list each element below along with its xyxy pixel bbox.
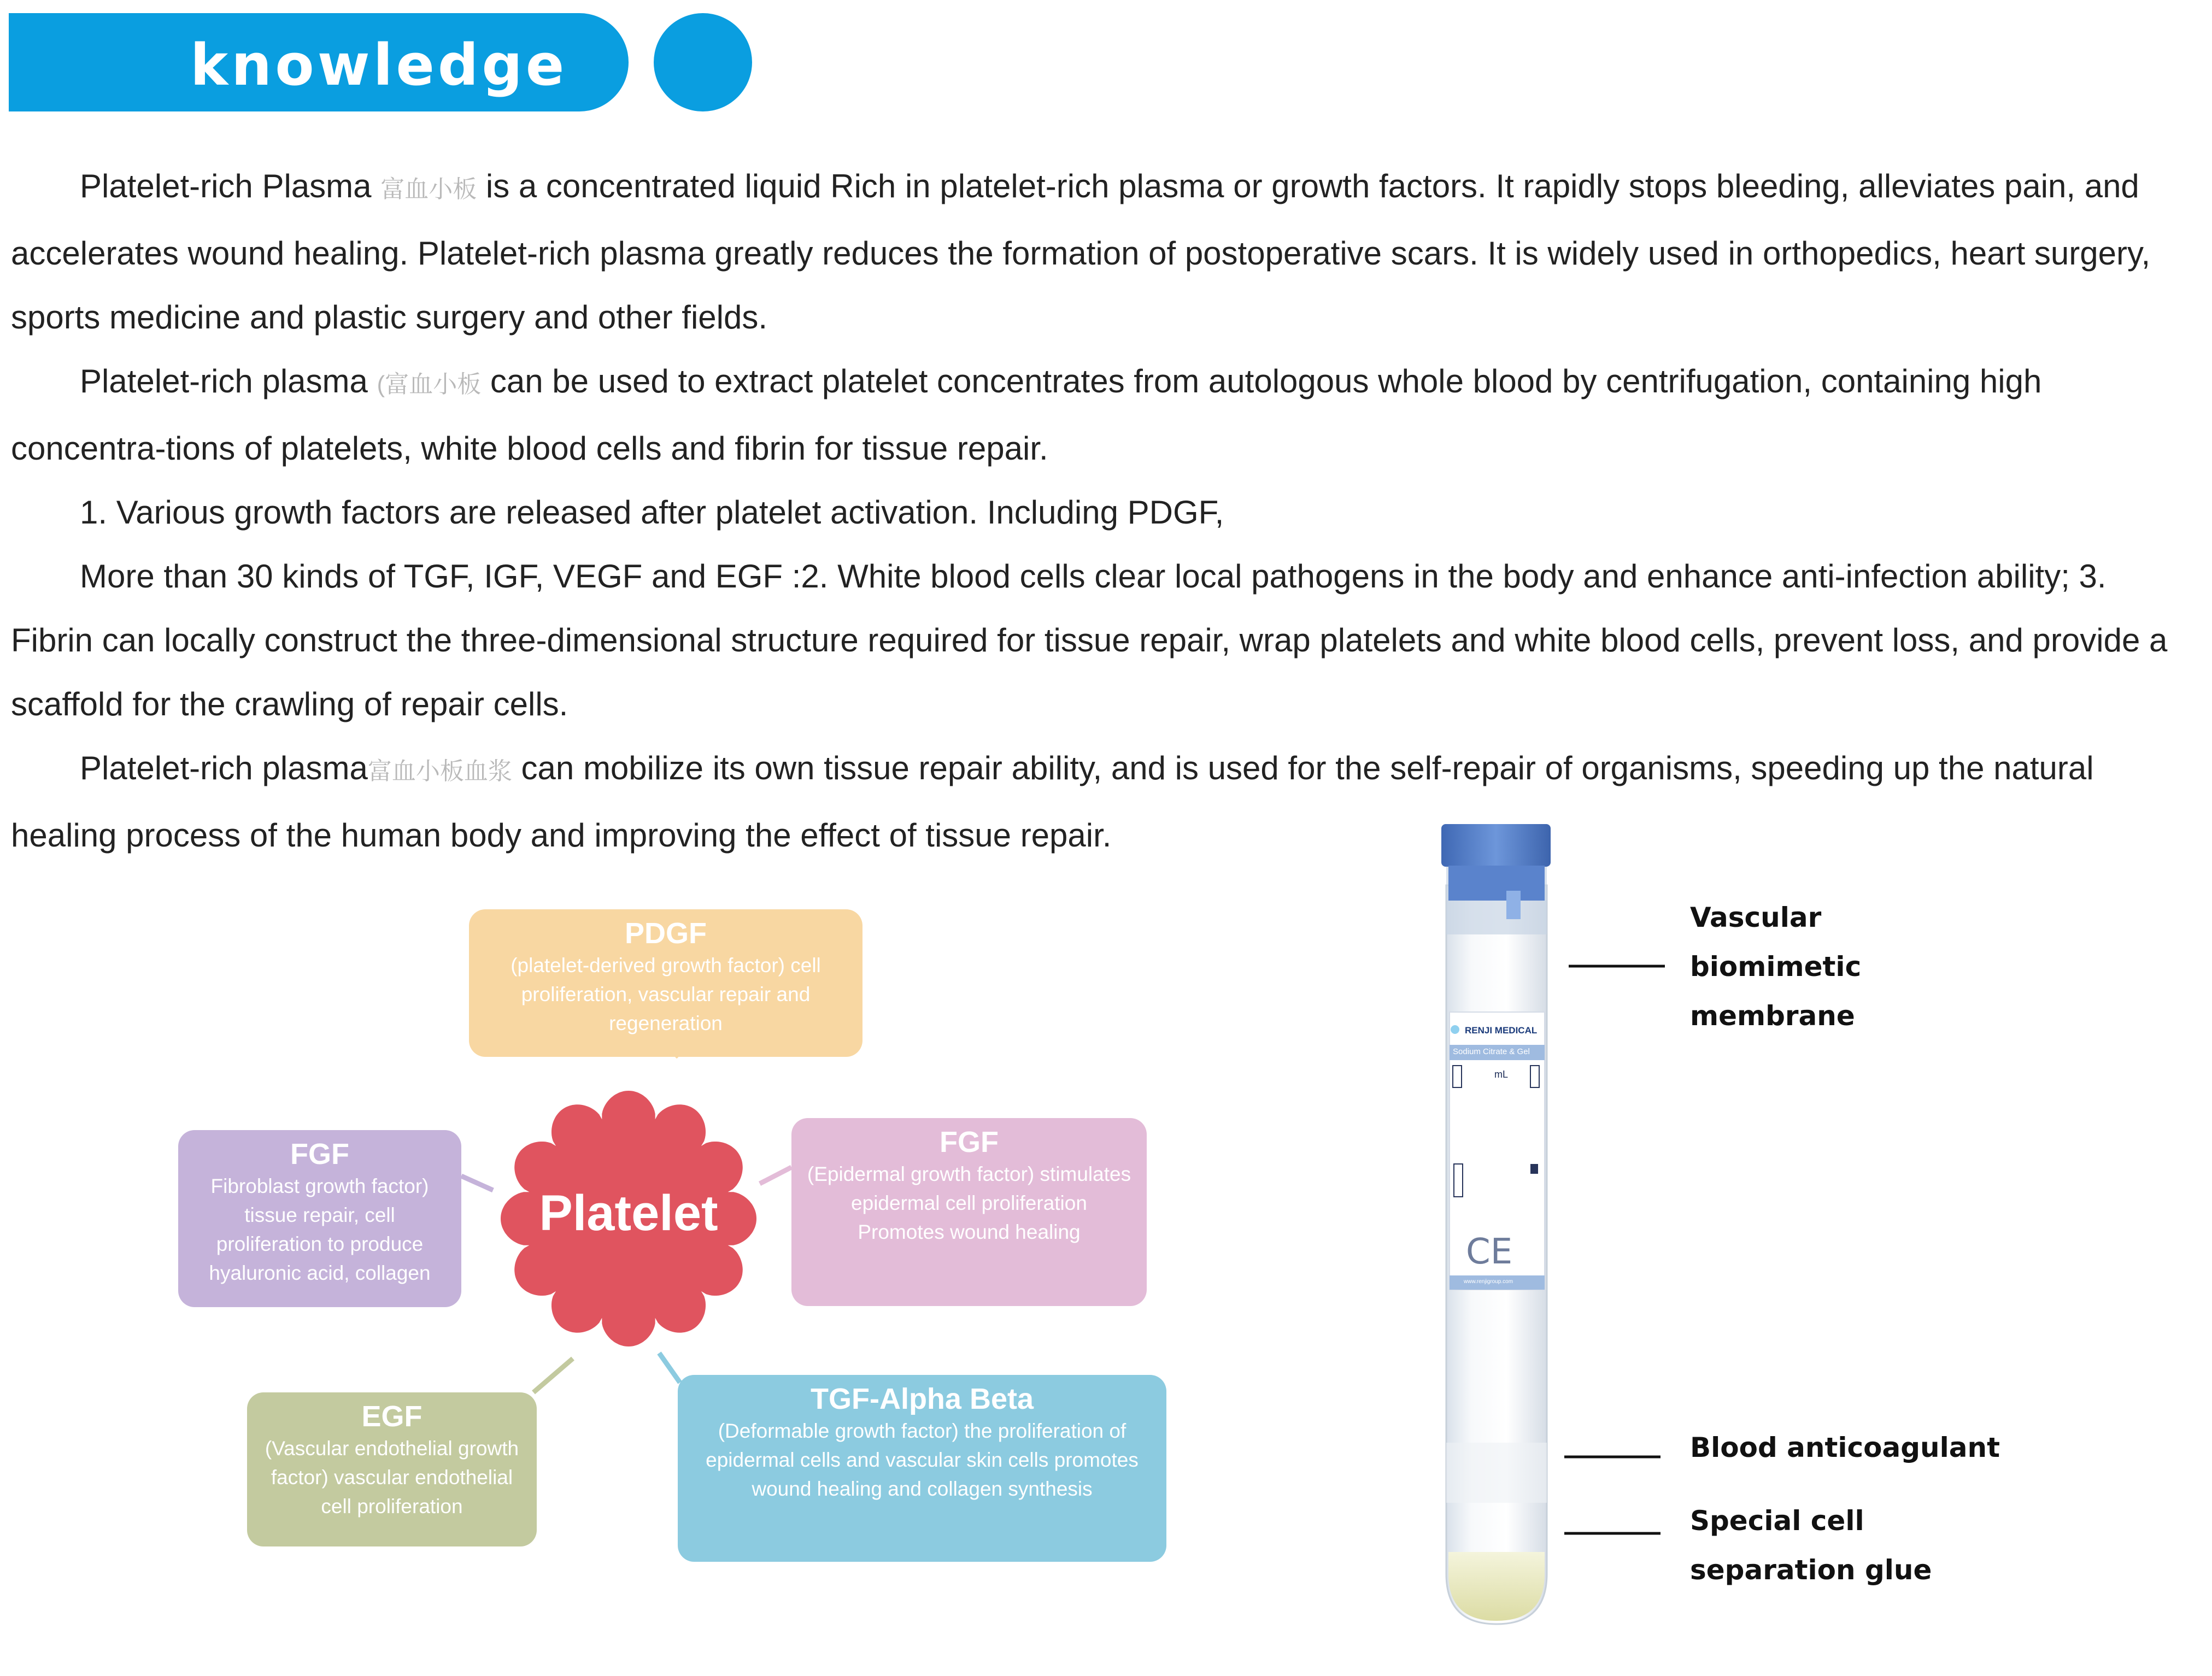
tube-ml-text: mL (1494, 1069, 1509, 1080)
tube-symbol-mark (1530, 1164, 1538, 1174)
egf-description: (Vascular endothelial growth factor) vascular endothelial cell proliferation (265, 1437, 519, 1518)
tgf-description: (Deformable growth factor) the proliferation of epidermal cells and vascular skin cells promotes wound healing and collagen synthesis (706, 1420, 1139, 1500)
callout-glue-line-2: separation glue (1690, 1554, 1932, 1586)
fgf-right-description-2: Promotes wound healing (858, 1221, 1081, 1243)
fgf-left-title: FGF (290, 1138, 349, 1171)
paragraph-2-start: Platelet-rich plasma (80, 363, 377, 399)
tube-brand-icon (1451, 1025, 1459, 1034)
pdgf-title: PDGF (624, 917, 707, 950)
tube-cap-notch (1506, 891, 1521, 919)
callout-membrane (1690, 893, 1861, 1040)
paragraph-1-start: Platelet-rich Plasma (80, 168, 381, 204)
tube-url-text: www.renjigroup.com (1464, 1279, 1513, 1285)
fgf-left-description: Fibroblast growth factor) tissue repair, cell proliferation to produce hyaluronic acid, collagen (209, 1175, 431, 1284)
fgf-right-description: (Epidermal growth factor) stimulates epidermal cell proliferation (807, 1163, 1131, 1214)
callout-glue (1690, 1496, 1932, 1595)
paragraph-2-faded: (富血小板 (377, 371, 482, 398)
callout-membrane-line-3: membrane (1690, 1000, 1855, 1032)
paragraph-5-start: Platelet-rich plasma (80, 750, 368, 786)
paragraph-2-end: can be used to extract platelet concentrates from autologous whole blood by centrifugation, containing high concentra-tions of platelets, white blood cells and fibrin for tissue repair. (11, 363, 2042, 467)
callout-glue-line-1: Special cell (1690, 1505, 1864, 1537)
pdgf-description: (platelet-derived growth factor) cell proliferation, vascular repair and regeneration (511, 954, 821, 1034)
egf-title: EGF (361, 1400, 423, 1433)
tube-ce-mark: CE (1466, 1232, 1513, 1272)
anticoagulant-layer (1446, 1443, 1547, 1503)
callout-membrane-line-2: biomimetic (1690, 951, 1862, 983)
callout-anticoagulant: Blood anticoagulant (1690, 1432, 2000, 1463)
separation-gel-layer (1448, 1552, 1545, 1621)
tube-cap-band (1448, 866, 1545, 901)
paragraph-5-end: can mobilize its own tissue repair ability, and is used for the self-repair of organisms, speeding up the natural healing process of the human body and improving the effect of tissue repair. (11, 750, 2094, 854)
fgf-right-title: FGF (940, 1126, 999, 1159)
paragraph-4: More than 30 kinds of TGF, IGF, VEGF and EGF :2. White blood cells clear local pathogens in the body and enhance anti-infection ability; 3. Fibrin can locally construct the three-dimensional structure required for tissue repair, wrap platelets and white blood cells, prevent loss, and provide a scaffold for the crawling of repair cells. (11, 558, 2168, 722)
paragraph-1-faded: 富血小板 (380, 176, 477, 203)
section-title: knowledge (190, 32, 568, 98)
platelet-label: Platelet (539, 1185, 718, 1241)
paragraph-1-end: is a concentrated liquid Rich in platelet-rich plasma or growth factors. It rapidly stops bleeding, alleviates pain, and accelerates wound healing. Platelet-rich plasma greatly reduces the formation of postoperative scars. It is widely used in orthopedics, heart surgery, sports medicine and plastic surgery and other fields. (11, 168, 2151, 336)
callout-membrane-line-1: Vascular (1690, 902, 1822, 933)
tube-sub-text: Sodium Citrate & Gel (1453, 1047, 1530, 1056)
tube-cap (1441, 824, 1551, 867)
paragraph-5-faded: 富血小板血浆 (367, 758, 512, 785)
tube-brand-text: RENJI MEDICAL (1465, 1025, 1538, 1036)
paragraph-3: 1. Various growth factors are released after platelet activation. Including PDGF, (80, 494, 1224, 531)
tgf-title: TGF-Alpha Beta (810, 1383, 1034, 1415)
